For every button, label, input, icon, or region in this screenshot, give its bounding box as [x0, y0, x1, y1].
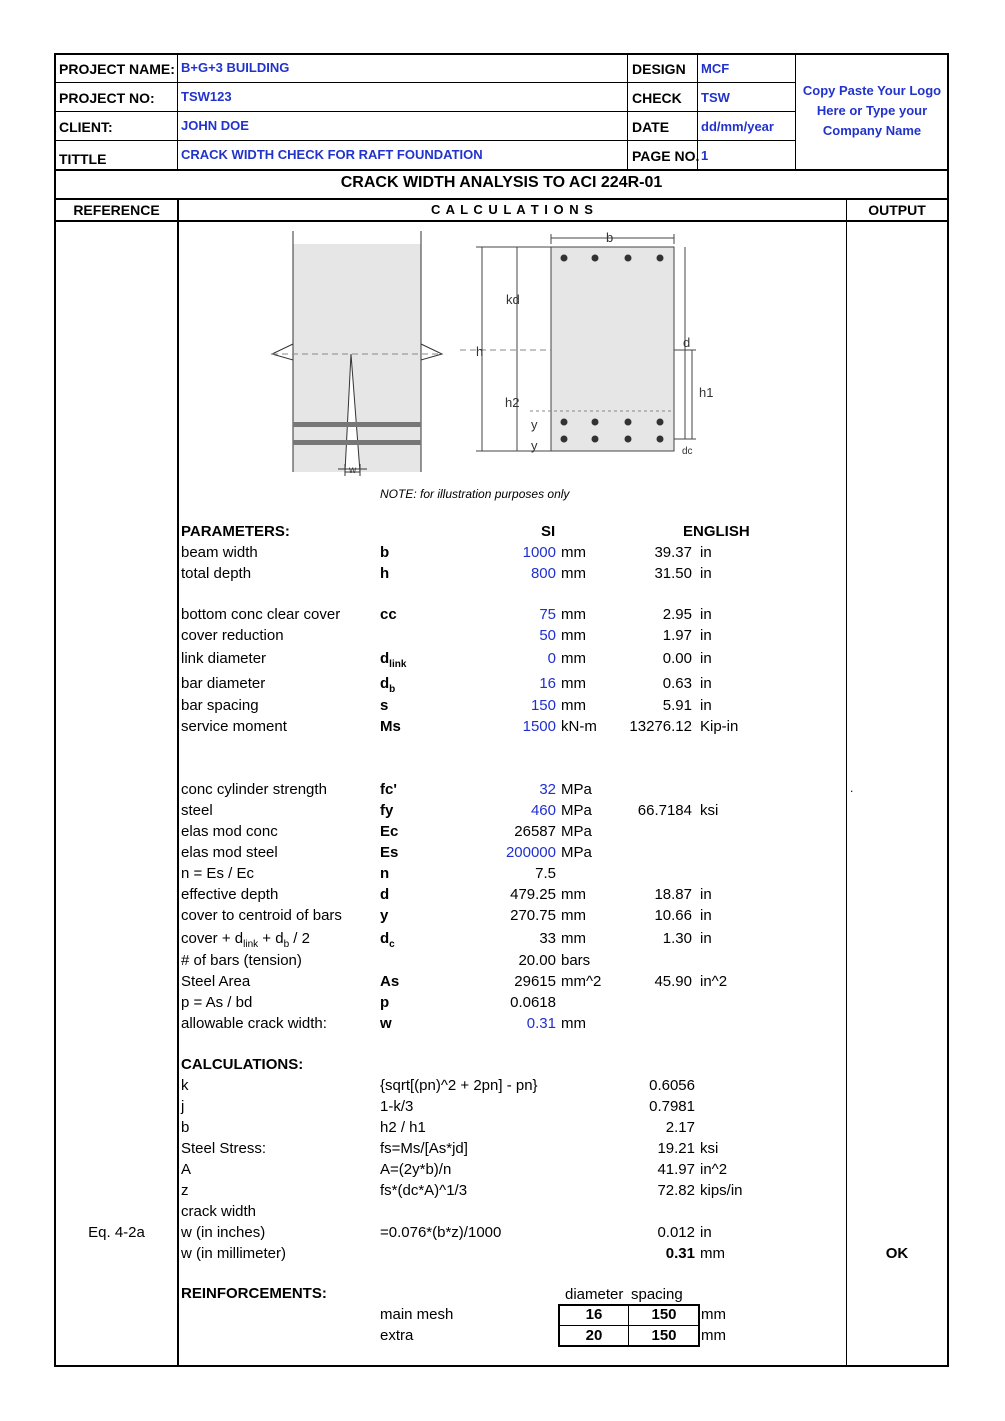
param-si-unit: mm [561, 565, 586, 582]
param-name: Steel Area [181, 973, 251, 990]
param-symbol-text: Ec [380, 823, 399, 840]
page-value[interactable]: 1 [701, 148, 709, 163]
calc-value: 72.82 [657, 1182, 695, 1199]
diameter-heading: diameter [565, 1286, 624, 1303]
calc-name: Steel Stress: [181, 1140, 267, 1157]
param-en-unit: in [700, 627, 712, 644]
param-si-value[interactable]: 1500 [522, 718, 556, 735]
param-symbol [380, 973, 399, 990]
param-en-value: 0.63 [662, 675, 692, 692]
param-symbol-text: n [380, 865, 390, 882]
calc-name: k [181, 1077, 189, 1094]
stray-mark: . [850, 781, 854, 795]
table-border [698, 1304, 700, 1347]
date-value[interactable]: dd/mm/year [701, 119, 774, 134]
si-heading: SI [541, 523, 556, 540]
param-en-unit: in [700, 565, 712, 582]
title-label: TITTLE [59, 151, 107, 167]
param-name: cover to centroid of bars [181, 907, 342, 924]
reinforcement-spacing[interactable]: 150 [651, 1327, 677, 1344]
reinforcement-diameter[interactable]: 16 [585, 1306, 603, 1323]
param-symbol [380, 565, 389, 582]
param-si-value: 479.25 [510, 886, 556, 903]
param-si-unit: MPa [561, 823, 592, 840]
table-border [558, 1325, 700, 1326]
param-symbol [380, 606, 397, 623]
reinforcement-unit: mm [701, 1306, 726, 1323]
date-label: DATE [632, 119, 670, 135]
param-en-unit: in^2 [700, 973, 728, 990]
param-symbol [380, 1015, 392, 1032]
page-label: PAGE NO. [632, 148, 700, 164]
param-en-unit: Kip-in [700, 718, 739, 735]
param-symbol-text: Ms [380, 718, 401, 735]
param-symbol [380, 886, 389, 903]
project-no-value[interactable]: TSW123 [181, 89, 232, 104]
param-name: total depth [181, 565, 252, 582]
param-symbol-text: d [380, 930, 390, 947]
y-upper-label: y [531, 417, 538, 432]
param-name-sub: link [243, 939, 259, 950]
crack-width-illustration [260, 226, 720, 482]
param-symbol-text: As [380, 973, 400, 990]
param-si-value[interactable]: 800 [530, 565, 556, 582]
calc-value: 0.6056 [649, 1077, 695, 1094]
param-si-unit: bars [561, 952, 591, 969]
param-si-unit: mm [561, 886, 586, 903]
param-si-value: 26587 [514, 823, 556, 840]
param-symbol-text: w [380, 1015, 392, 1032]
param-si-value: 20.00 [518, 952, 556, 969]
param-si-value: 33 [539, 930, 556, 947]
param-si-unit: mm [561, 544, 586, 561]
param-en-value: 1.30 [662, 930, 692, 947]
param-si-value[interactable]: 75 [539, 606, 556, 623]
param-symbol-text: fy [380, 802, 394, 819]
param-en-unit: in [700, 675, 712, 692]
calc-name: w (in inches) [181, 1224, 266, 1241]
param-symbol [380, 697, 388, 714]
param-en-value: 31.50 [654, 565, 692, 582]
equation-reference: Eq. 4-2a [88, 1224, 145, 1241]
param-name: elas mod conc [181, 823, 278, 840]
param-en-unit: in [700, 930, 712, 947]
param-en-unit: in [700, 650, 712, 667]
calc-value: 2.17 [665, 1119, 695, 1136]
param-symbol-text: h [380, 565, 390, 582]
h-dimension-label: h [476, 344, 484, 359]
figure-note: NOTE: for illustration purposes only [380, 487, 570, 501]
param-symbol-sub: c [389, 939, 395, 950]
param-en-value: 13276.12 [629, 718, 692, 735]
param-si-value[interactable]: 0.31 [526, 1015, 556, 1032]
param-name: # of bars (tension) [181, 952, 302, 969]
param-name: cover reduction [181, 627, 284, 644]
param-si-value: 29615 [514, 973, 556, 990]
param-name: steel [181, 802, 213, 819]
cracked-section-diagram [272, 231, 442, 476]
param-symbol-text: Es [380, 844, 399, 861]
param-name: n = Es / Ec [181, 865, 254, 882]
calc-unit: ksi [700, 1140, 719, 1157]
param-en-value: 18.87 [654, 886, 692, 903]
param-en-unit: in [700, 907, 712, 924]
h2-dimension-label: h2 [505, 395, 520, 410]
param-symbol-sub: link [389, 659, 407, 670]
param-name: beam width [181, 544, 258, 561]
param-en-unit: ksi [700, 802, 719, 819]
calc-unit: kips/in [700, 1182, 743, 1199]
title-value[interactable]: CRACK WIDTH CHECK FOR RAFT FOUNDATION [181, 147, 483, 162]
param-symbol [380, 675, 395, 695]
reinforcement-diameter[interactable]: 20 [585, 1327, 603, 1344]
param-name-sub: b [283, 939, 290, 950]
param-symbol-text: s [380, 697, 389, 714]
param-symbol-text: d [380, 650, 390, 667]
param-si-value: 0.0618 [510, 994, 556, 1011]
project-no-label: PROJECT NO: [59, 90, 155, 106]
param-symbol [380, 718, 401, 735]
param-si-unit: mm [561, 606, 586, 623]
param-si-value[interactable]: 0 [547, 650, 556, 667]
param-name-text: cover + d [181, 930, 244, 947]
param-si-value: 270.75 [510, 907, 556, 924]
param-si-value[interactable]: 50 [539, 627, 556, 644]
param-name [181, 930, 310, 950]
param-symbol [380, 865, 389, 882]
reinforcements-heading: REINFORCEMENTS: [181, 1285, 327, 1302]
param-name: effective depth [181, 886, 279, 903]
english-heading: ENGLISH [683, 523, 750, 540]
param-symbol-text: b [380, 544, 390, 561]
param-si-unit: kN-m [561, 718, 597, 735]
param-en-value: 45.90 [654, 973, 692, 990]
design-value[interactable]: MCF [701, 61, 730, 76]
param-symbol-text: p [380, 994, 390, 1011]
param-si-unit: mm [561, 697, 586, 714]
param-en-unit: in [700, 544, 712, 561]
param-si-value: 7.5 [535, 865, 556, 882]
calc-value: 0.7981 [649, 1098, 695, 1115]
param-en-value: 1.97 [662, 627, 692, 644]
param-en-value: 2.95 [662, 606, 692, 623]
design-label: DESIGN [632, 61, 686, 77]
calculations-column-header: C A L C U L A T I O N S [431, 202, 594, 217]
calc-unit: in [700, 1224, 712, 1241]
param-si-value[interactable]: 460 [530, 802, 556, 819]
param-si-unit: mm [561, 907, 586, 924]
param-symbol [380, 781, 397, 798]
param-name: elas mod steel [181, 844, 278, 861]
kd-dimension-label: kd [506, 292, 520, 307]
calculations-heading: CALCULATIONS: [181, 1056, 304, 1073]
calc-value: 0.012 [657, 1224, 695, 1241]
param-si-unit: MPa [561, 802, 592, 819]
param-symbol [380, 823, 398, 840]
param-symbol-text: cc [380, 606, 397, 623]
parameters-heading: PARAMETERS: [181, 523, 290, 540]
project-name-label: PROJECT NAME: [59, 61, 175, 77]
calc-formula: A=(2y*b)/n [380, 1161, 452, 1178]
param-name: link diameter [181, 650, 267, 667]
param-symbol [380, 994, 389, 1011]
d-dimension-label: d [683, 335, 691, 350]
client-value[interactable]: JOHN DOE [181, 118, 249, 133]
table-border [628, 1304, 629, 1347]
param-name-text: / 2 [289, 930, 310, 947]
calc-unit: in^2 [700, 1161, 728, 1178]
param-name: conc cylinder strength [181, 781, 327, 798]
param-en-value: 39.37 [654, 544, 692, 561]
check-value[interactable]: TSW [701, 90, 730, 105]
param-si-unit: mm [561, 1015, 586, 1032]
calc-formula: fs*(dc*A)^1/3 [380, 1182, 468, 1199]
param-name: p = As / bd [181, 994, 253, 1011]
calc-value: 19.21 [657, 1140, 695, 1157]
y-lower-label: y [531, 438, 538, 453]
output-result: OK [885, 1245, 909, 1262]
param-name: service moment [181, 718, 287, 735]
param-name: bottom conc clear cover [181, 606, 341, 623]
b-dimension-label: b [606, 230, 614, 245]
param-symbol [380, 844, 398, 861]
param-en-unit: in [700, 606, 712, 623]
param-en-value: 10.66 [654, 907, 692, 924]
param-name: bar spacing [181, 697, 259, 714]
check-label: CHECK [632, 90, 682, 106]
table-border [558, 1304, 700, 1306]
param-si-unit: MPa [561, 781, 592, 798]
reinforcement-name: extra [380, 1327, 414, 1344]
table-border [558, 1304, 560, 1347]
calc-name: w (in millimeter) [181, 1245, 286, 1262]
h1-dimension-label: h1 [699, 385, 714, 400]
param-symbol [380, 930, 395, 950]
param-en-value: 0.00 [662, 650, 692, 667]
company-logo-placeholder[interactable]: Copy Paste Your Logo Here or Type your Company Name [802, 83, 942, 138]
param-si-value[interactable]: 1000 [522, 544, 556, 561]
beam-section-diagram [460, 230, 713, 457]
calc-unit: mm [700, 1245, 725, 1262]
param-si-unit: mm [561, 627, 586, 644]
param-symbol [380, 907, 388, 924]
param-en-unit: in [700, 886, 712, 903]
table-border [558, 1345, 700, 1347]
calc-name: j [181, 1098, 185, 1115]
param-si-unit: mm [561, 650, 586, 667]
client-label: CLIENT: [59, 119, 113, 135]
output-column-header: OUTPUT [868, 202, 926, 218]
param-si-value[interactable]: 32 [539, 781, 556, 798]
dc-dimension-label: dc [682, 446, 693, 457]
param-name: bar diameter [181, 675, 266, 692]
calc-name: b [181, 1119, 190, 1136]
spacing-heading: spacing [631, 1286, 683, 1303]
param-si-unit: mm^2 [561, 973, 602, 990]
reinforcement-name: main mesh [380, 1306, 454, 1323]
calc-value: 0.31 [665, 1245, 695, 1262]
project-name-value[interactable]: B+G+3 BUILDING [181, 60, 290, 75]
param-en-value: 5.91 [662, 697, 692, 714]
w-label: w [349, 465, 357, 476]
calc-formula: =0.076*(b*z)/1000 [380, 1224, 502, 1241]
param-symbol-text: d [380, 675, 390, 692]
param-name-text: + d [258, 930, 284, 947]
reinforcement-unit: mm [701, 1327, 726, 1344]
calc-value: 41.97 [657, 1161, 695, 1178]
param-symbol-text: fc' [380, 781, 397, 798]
calc-name: A [181, 1161, 192, 1178]
calc-formula: h2 / h1 [380, 1119, 426, 1136]
param-si-value[interactable]: 150 [530, 697, 556, 714]
param-name: allowable crack width: [181, 1015, 327, 1032]
param-en-unit: in [700, 697, 712, 714]
param-symbol [380, 544, 389, 561]
param-si-value[interactable]: 16 [539, 675, 556, 692]
reference-column-header: REFERENCE [73, 202, 160, 218]
calc-name: z [181, 1182, 189, 1199]
param-symbol-text: d [380, 886, 390, 903]
calc-formula: fs=Ms/[As*jd] [380, 1140, 468, 1157]
param-si-value[interactable]: 200000 [505, 844, 556, 861]
reinforcement-spacing[interactable]: 150 [651, 1306, 677, 1323]
calc-name: crack width [181, 1203, 257, 1220]
param-symbol-text: y [380, 907, 389, 924]
param-si-unit: MPa [561, 844, 592, 861]
param-en-value: 66.7184 [637, 802, 692, 819]
param-symbol [380, 802, 393, 819]
param-symbol-sub: b [389, 684, 396, 695]
param-symbol [380, 650, 406, 670]
calc-formula: {sqrt[(pn)^2 + 2pn] - pn} [380, 1077, 538, 1094]
calc-formula: 1-k/3 [380, 1098, 414, 1115]
sheet-title: CRACK WIDTH ANALYSIS TO ACI 224R-01 [340, 174, 663, 191]
param-si-unit: mm [561, 675, 586, 692]
param-si-unit: mm [561, 930, 586, 947]
